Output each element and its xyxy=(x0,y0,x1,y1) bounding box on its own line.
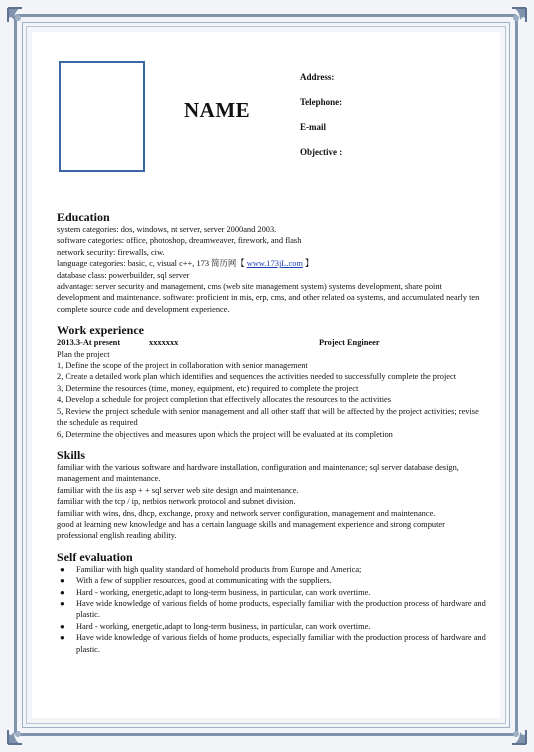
skills-line: familiar with wins, dns, dhcp, exchange, proxy and network server configuration, management and maintenance. xyxy=(57,508,436,518)
education-line: database class: powerbuilder, sql server xyxy=(57,270,190,280)
objective-label: Objective : xyxy=(300,147,343,157)
job-company: xxxxxxx xyxy=(149,338,179,348)
ornament-icon xyxy=(6,6,36,36)
work-line: Plan the project xyxy=(57,349,110,359)
work-heading: Work experience xyxy=(57,323,144,338)
self-evaluation-list xyxy=(57,564,487,655)
email-label: E-mail xyxy=(300,122,326,132)
bullet-icon: ● xyxy=(60,633,65,643)
address-label: Address: xyxy=(300,72,335,82)
ornament-icon xyxy=(498,6,528,36)
list-item: ● Hard - working, energetic,adapt to long-term business, in particular, can work overtime. xyxy=(60,621,371,631)
job-header xyxy=(57,337,487,348)
work-line: 2, Create a detailed work plan which identifies and sequences the activities needed to successfully complete the project xyxy=(57,372,457,382)
list-item: ● Hard - working, energetic,adapt to long-term business, in particular, can work overtime. xyxy=(60,587,371,597)
language-line xyxy=(57,258,487,269)
work-line: 6, Determine the objectives and measures upon which the project will be evaluated at its completion xyxy=(57,429,393,439)
photo-placeholder[interactable] xyxy=(59,61,145,172)
language-prefix: language categories: basic, c, visual c++, 173 简历网【 xyxy=(57,259,245,269)
bullet-icon: ● xyxy=(60,587,65,597)
language-suffix: 】 xyxy=(305,259,314,269)
website-link[interactable]: www.173jL.com xyxy=(246,259,303,269)
list-item: ● Have wide knowledge of various fields of home products, especially familiar with the production process of hardware and plastic. xyxy=(60,598,486,620)
skills-heading: Skills xyxy=(57,447,86,462)
bullet-icon: ● xyxy=(60,576,65,586)
education-heading: Education xyxy=(57,210,110,224)
education-line: system categories: dos, windows, nt server, server 2000and 2003. xyxy=(57,225,277,234)
ornament-icon xyxy=(498,716,528,746)
bullet-icon: ● xyxy=(60,598,65,608)
skills-line: familiar with the various software and hardware installation, configuration and maintenance; sql server database design, management and maintenance. xyxy=(57,462,459,484)
candidate-name: NAME xyxy=(184,98,251,122)
job-date: 2013.3-At present xyxy=(57,338,121,348)
bullet-icon: ● xyxy=(60,564,65,574)
education-line: network security: firewalls, ciw. xyxy=(57,247,165,257)
education-line: software categories: office, photoshop, dreamweaver, firework, and flash xyxy=(57,236,302,246)
work-line: 5, Review the project schedule with senior management and all other staff that will be affected by the project activities; revise the schedule as required xyxy=(57,406,479,428)
skills-line: familiar with the tcp / ip, netbios network protocol and subnet division. xyxy=(57,497,296,507)
self-evaluation-heading: Self evaluation xyxy=(57,549,133,564)
list-item: ● With a few of supplier resources, good at communicating with the suppliers. xyxy=(60,576,332,586)
work-line: 3, Determine the resources (time, money, equipment, etc) required to complete the project xyxy=(57,383,359,393)
telephone-label: Telephone: xyxy=(300,97,343,107)
job-position: Project Engineer xyxy=(319,338,380,348)
ornament-icon xyxy=(6,716,36,746)
work-line: 4, Develop a schedule for project completion that effectively allocates the resources to the activities xyxy=(57,395,392,405)
education-advantage: advantage: server security and management, cms (web site management system) systems development, share point development and maintenance. software: proficient in mis, erp, cms, and other related oa systems, and accumulated nearly ten complete source code and development experience. xyxy=(57,282,480,314)
skills-line: familiar with the iis asp + + sql server web site design and maintenance. xyxy=(57,485,299,495)
resume-content xyxy=(57,210,487,655)
list-item: ● Have wide knowledge of various fields of home products, especially familiar with the production process of hardware and plastic. xyxy=(60,633,486,654)
bullet-icon: ● xyxy=(60,621,65,631)
list-item: ● Familiar with high quality standard of homehold products from Europe and America; xyxy=(60,564,362,574)
work-line: 1, Define the scope of the project in collaboration with senior management xyxy=(57,361,308,371)
skills-line: good at learning new knowledge and has a certain language skills and management experience and strong computer professional english reading ability. xyxy=(57,519,445,541)
